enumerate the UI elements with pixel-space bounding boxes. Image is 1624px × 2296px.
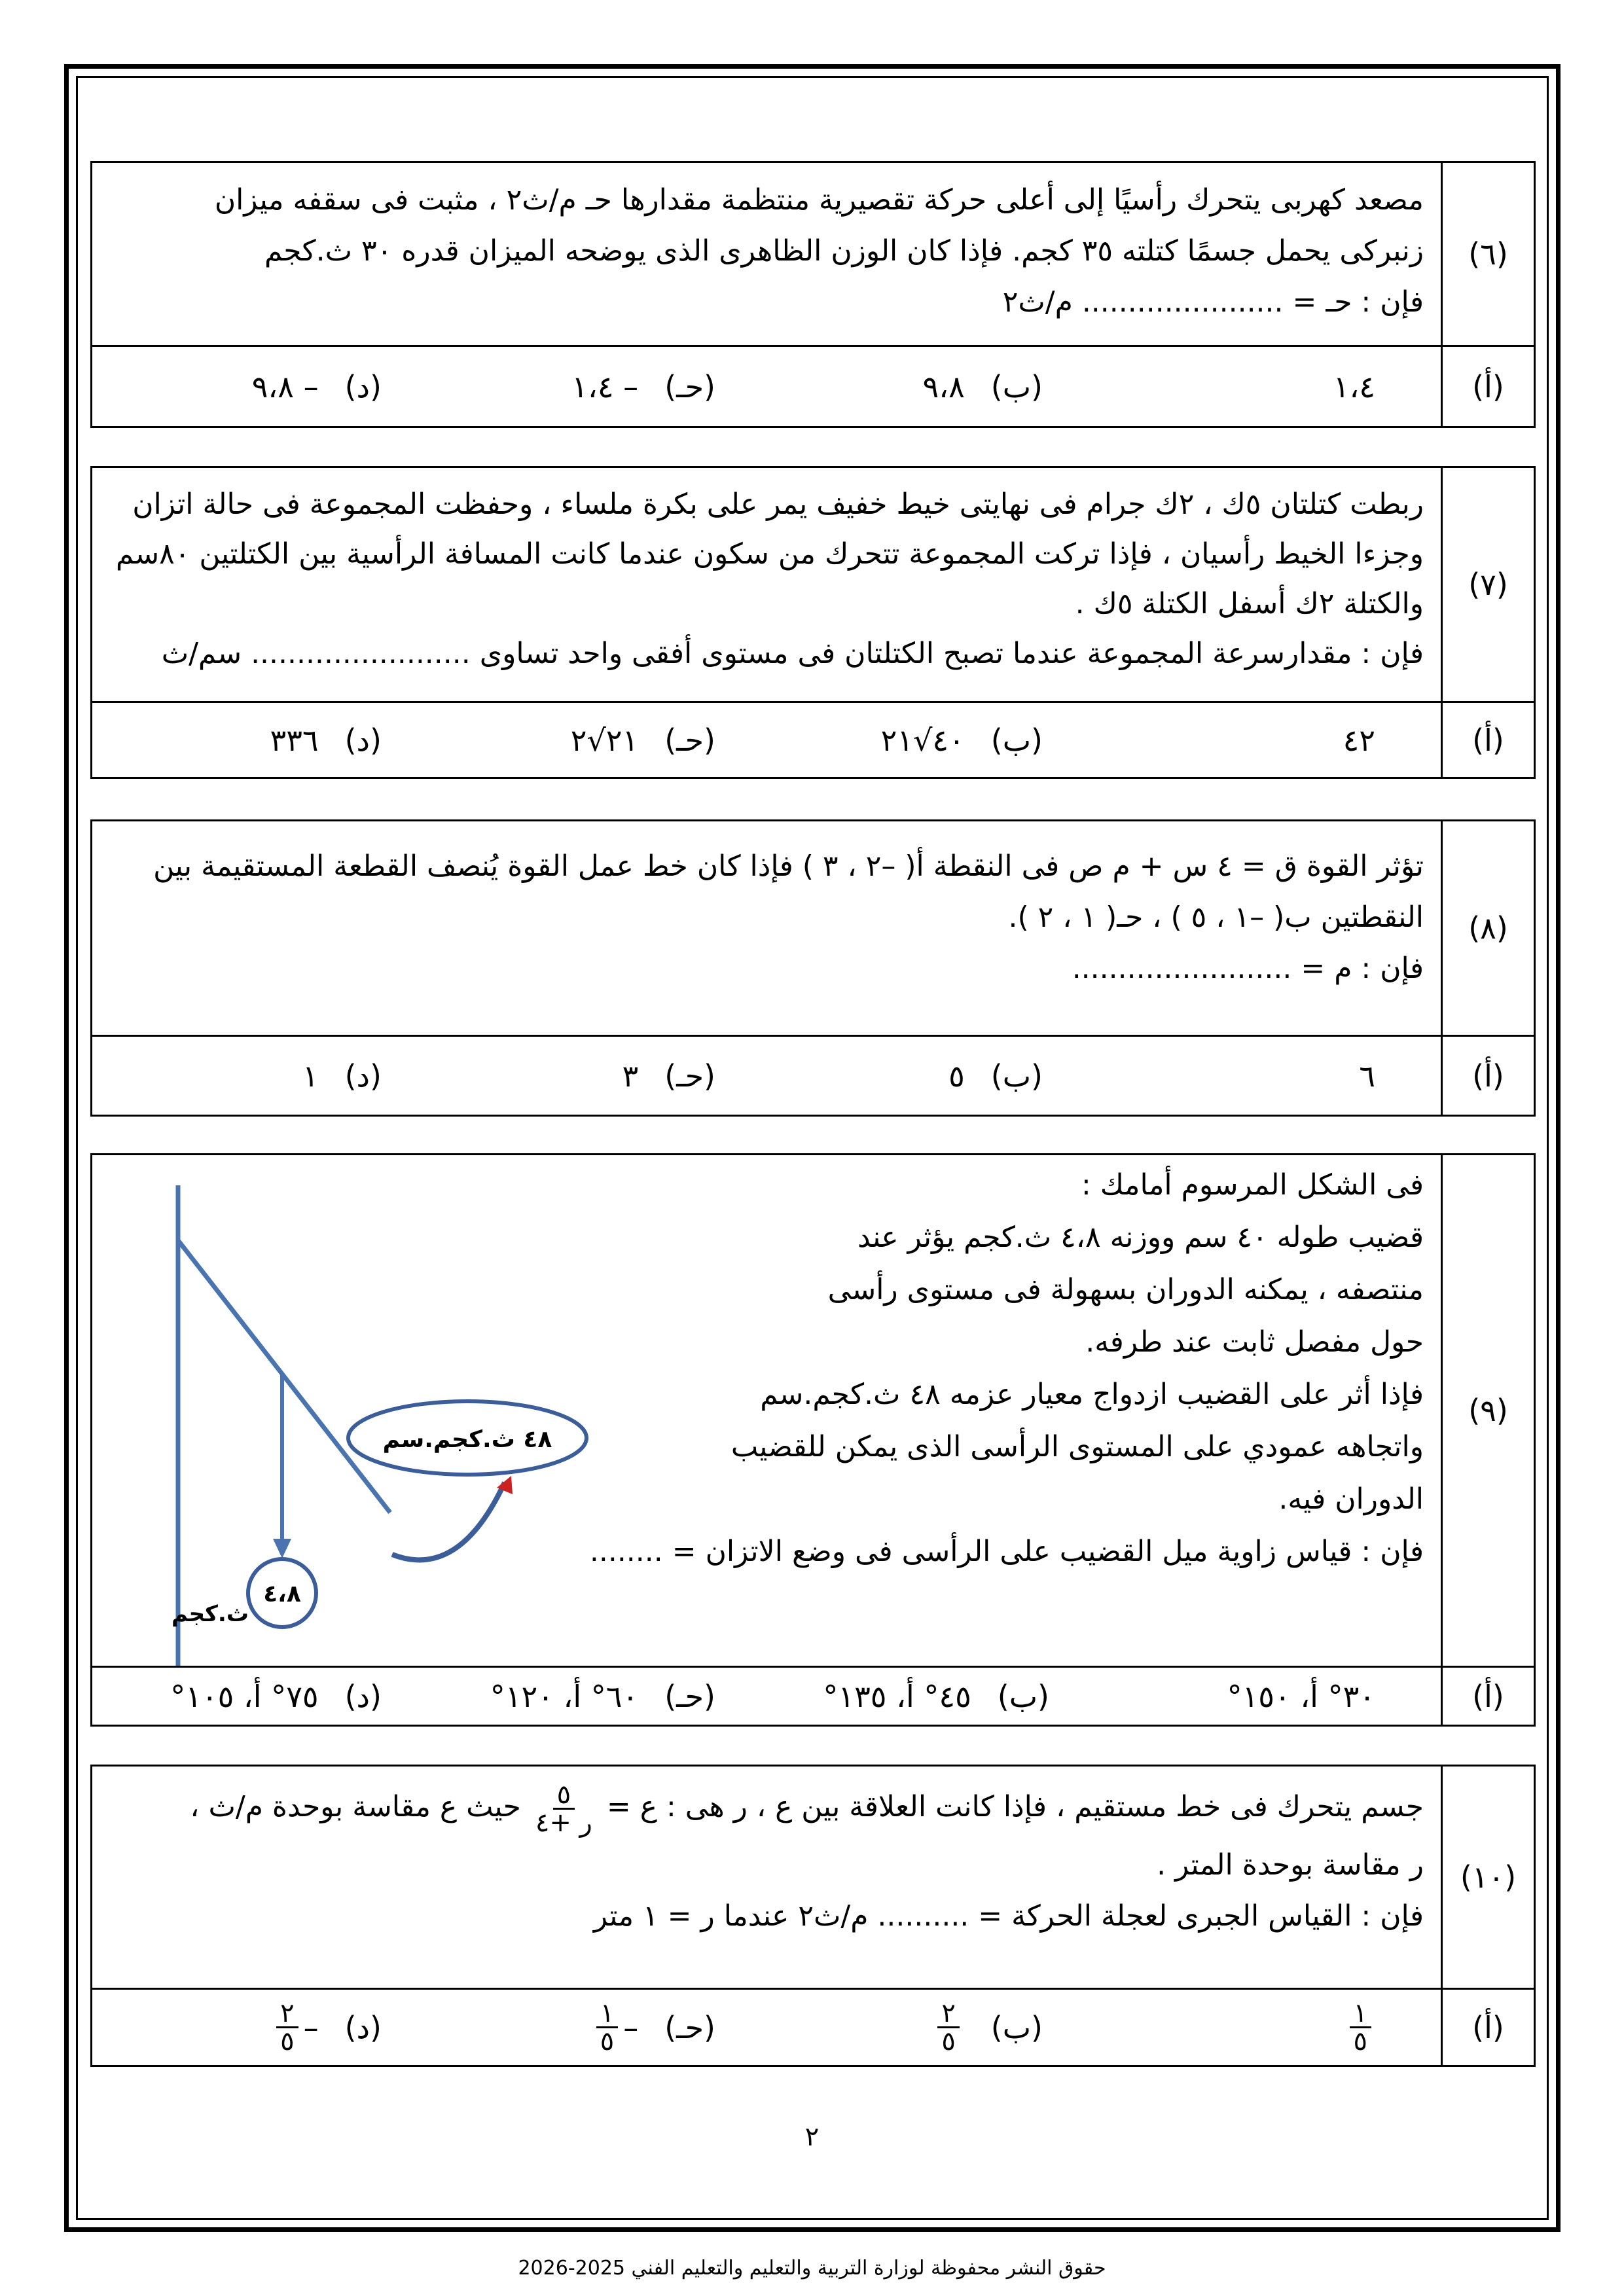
- answer-row: [92, 1988, 1534, 2065]
- question-text: [92, 1767, 1441, 1988]
- option-b-value: ٤٠√٢١: [880, 722, 965, 758]
- question-line: زنبركى يحمل جسمًا كتلته ٣٥ كجم. فإذا كان الوزن الظاهرى الذى يوضحه الميزان قدره ٣٠ ث.كجم: [264, 234, 1424, 268]
- option-b-value: ٥: [948, 1058, 965, 1094]
- option-label-a: (أ): [1441, 347, 1534, 426]
- question-line: مصعد كهربى يتحرك رأسيًا إلى أعلى حركة تقصيرية منتظمة مقدارها حـ م/ث٢ ، مثبت فى سقفه ميزان: [214, 183, 1424, 217]
- option-label-a: (أ): [1441, 1668, 1534, 1725]
- question-line: الدوران فيه.: [1278, 1482, 1424, 1516]
- option-b-label: (ب): [990, 368, 1043, 404]
- question-number: (٩): [1441, 1155, 1534, 1666]
- weight-value: ٤،٨: [263, 1581, 301, 1607]
- option-d[interactable]: [302, 1037, 382, 1115]
- question-line: حول مفصل ثابت عند طرفه.: [1085, 1325, 1424, 1359]
- question-line: والكتلة ٢ك أسفل الكتلة ٥ك .: [1075, 587, 1424, 620]
- option-c-fraction: [596, 2000, 618, 2054]
- option-c[interactable]: [571, 347, 715, 426]
- question-line: ر مقاسة بوحدة المتر .: [1157, 1848, 1424, 1882]
- weight-arrowhead: [273, 1539, 291, 1558]
- option-d-value: ٧٥° أ، ١٠٥°: [170, 1678, 319, 1714]
- option-d-denominator: ٥: [280, 2026, 295, 2056]
- question-7: [90, 466, 1536, 779]
- option-a-denominator: ٥: [1353, 2026, 1367, 2056]
- question-6: [90, 161, 1536, 428]
- question-line: فإن : قياس زاوية ميل القضيب على الرأسى فى وضع الاتزان = ........: [589, 1535, 1424, 1568]
- option-b[interactable]: [923, 347, 1043, 426]
- option-c-denominator: ٥: [600, 2026, 615, 2056]
- moment-label: ٤٨ ث.كجم.سم: [382, 1426, 552, 1453]
- question-8: [90, 819, 1536, 1117]
- question-line: فإن : مقدارسرعة المجموعة عندما تصبح الكتلتان فى مستوى أفقى واحد تساوى ........................ سم/ث: [161, 637, 1424, 670]
- question-number: (١٠): [1441, 1767, 1534, 1988]
- option-b-denominator: ٥: [941, 2026, 956, 2056]
- option-d[interactable]: [170, 1668, 382, 1725]
- option-d-label: (د): [344, 2009, 382, 2045]
- option-b[interactable]: [932, 1990, 1043, 2065]
- option-a-value: ٣٠° أ، ١٥٠°: [1227, 1678, 1375, 1714]
- question-9: [90, 1153, 1536, 1727]
- option-c[interactable]: [622, 1037, 715, 1115]
- option-c-label: (حـ): [664, 1678, 715, 1714]
- question-line: فإن : حـ = ...................... م/ث٢: [1002, 285, 1424, 319]
- question-line: فإذا أثر على القضيب ازدواج معيار عزمه ٤٨ ث.كجم.سم: [760, 1378, 1424, 1411]
- option-c-label: (حـ): [664, 2009, 715, 2045]
- question-line-start: جسم يتحرك فى خط مستقيم ، فإذا كانت العلاقة بين ع ، ر هى : ع =: [606, 1790, 1424, 1823]
- option-a-value: ٤٢: [1343, 722, 1375, 758]
- option-c-label: (حـ): [664, 368, 715, 404]
- option-d-value: ١: [302, 1058, 319, 1094]
- option-b-value: ٤٥° أ، ١٣٥°: [823, 1678, 971, 1714]
- option-b-fraction: [937, 2000, 959, 2054]
- fraction-numerator: ٥: [553, 1782, 575, 1810]
- option-c[interactable]: [490, 1668, 715, 1725]
- question-line: النقطتين ب( –١ ، ٥ ) ، حـ( ١ ، ٢ ).: [1008, 901, 1424, 934]
- option-a[interactable]: [1343, 703, 1375, 777]
- rod-figure: [92, 1155, 655, 1666]
- copyright-footer: حقوق النشر محفوظة لوزارة التربية والتعليم والتعليم الفني 2025-2026: [518, 2257, 1106, 2280]
- moment-arc-arrow: [392, 1482, 505, 1560]
- option-d[interactable]: [252, 347, 382, 426]
- option-a[interactable]: [1359, 1037, 1375, 1115]
- option-label-a: (أ): [1441, 703, 1534, 777]
- option-d-numerator: ٢: [276, 2000, 298, 2028]
- option-d[interactable]: [271, 1990, 382, 2065]
- answer-row: [92, 701, 1534, 777]
- question-number: (٦): [1441, 163, 1534, 345]
- question-text: [92, 468, 1441, 701]
- question-line: قضيب طوله ٤٠ سم ووزنه ٤،٨ ث.كجم يؤثر عند: [857, 1221, 1424, 1254]
- option-a-fraction: [1350, 2000, 1371, 2054]
- question-10: [90, 1765, 1536, 2067]
- option-a-value: ٦: [1359, 1058, 1375, 1094]
- option-d-label: (د): [344, 1678, 382, 1714]
- page-number: ٢: [804, 2122, 820, 2152]
- question-line-end: حيث ع مقاسة بوحدة م/ث ،: [190, 1790, 521, 1823]
- option-d-fraction: [276, 2000, 298, 2054]
- question-line: ربطت كتلتان ٥ك ، ٢ك جرام فى نهايتى خيط خفيف يمر على بكرة ملساء ، وحفظت المجموعة فى حالة اتزان: [132, 488, 1424, 521]
- question-text: [92, 821, 1441, 1035]
- option-b-label: (ب): [990, 722, 1043, 758]
- option-a-numerator: ١: [1350, 2000, 1371, 2028]
- answer-row: [92, 1666, 1534, 1725]
- answer-row: [92, 345, 1534, 426]
- question-number: (٧): [1441, 468, 1534, 701]
- question-line: [109, 1774, 1424, 1840]
- question-number: (٨): [1441, 821, 1534, 1035]
- option-d[interactable]: [270, 703, 382, 777]
- option-c-value: ٣: [622, 1058, 639, 1094]
- option-b-label: (ب): [990, 1058, 1043, 1094]
- question-line: واتجاهه عمودي على المستوى الرأسى الذى يمكن للقضيب: [731, 1430, 1424, 1463]
- option-b-numerator: ٢: [937, 2000, 959, 2028]
- question-text: [92, 163, 1441, 345]
- option-b-value: ٩،٨: [922, 368, 965, 404]
- option-a[interactable]: [1344, 1990, 1377, 2065]
- question-line: فإن : القياس الجبرى لعجلة الحركة = .......... م/ث٢ عندما ر = ١ متر: [593, 1899, 1424, 1933]
- option-b[interactable]: [881, 703, 1043, 777]
- question-line: تؤثر القوة ق = ٤ س + م ص فى النقطة أ( –٢ ، ٣ ) فإذا كان خط عمل القوة يُنصف القطعة المستقيمة بين: [153, 850, 1424, 883]
- option-c-label: (حـ): [664, 722, 715, 758]
- option-d-label: (د): [344, 368, 382, 404]
- option-b-label: (ب): [997, 1678, 1049, 1714]
- question-line: منتصفه ، يمكنه الدوران بسهولة فى مستوى رأسى: [827, 1273, 1424, 1306]
- option-c-sign: –: [623, 2009, 639, 2045]
- velocity-fraction: [535, 1779, 592, 1838]
- option-d-label: (د): [344, 1058, 382, 1094]
- option-b[interactable]: [823, 1668, 1049, 1725]
- answer-row: [92, 1035, 1534, 1115]
- option-label-a: (أ): [1441, 1990, 1534, 2065]
- fraction-denominator: ر +٤: [535, 1807, 592, 1838]
- option-d-value: ٣٣٦: [270, 722, 319, 758]
- option-d-value: – ٩،٨: [251, 368, 319, 404]
- option-d-sign: –: [303, 2009, 319, 2045]
- option-c[interactable]: [571, 703, 715, 777]
- option-d-label: (د): [344, 722, 382, 758]
- option-c-value: – ١،٤: [571, 368, 639, 404]
- option-b-label: (ب): [990, 2009, 1043, 2045]
- question-line: فى الشكل المرسوم أمامك :: [1081, 1168, 1424, 1202]
- option-c-numerator: ١: [596, 2000, 618, 2028]
- option-a[interactable]: [1333, 347, 1375, 426]
- option-c-value: ٦٠° أ، ١٢٠°: [490, 1678, 639, 1714]
- weight-unit: ث.كجم: [171, 1601, 249, 1627]
- option-label-a: (أ): [1441, 1037, 1534, 1115]
- option-b[interactable]: [948, 1037, 1043, 1115]
- option-c-label: (حـ): [664, 1058, 715, 1094]
- question-line: وجزءا الخيط رأسيان ، فإذا تركت المجموعة تتحرك من سكون عندما كانت المسافة الرأسية بين الكتلتين ٨٠سم: [115, 537, 1424, 571]
- option-c[interactable]: [591, 1990, 715, 2065]
- option-a-value: ١،٤: [1333, 368, 1375, 404]
- question-line: فإن : م = ........................: [1072, 952, 1424, 985]
- option-a[interactable]: [1227, 1668, 1375, 1725]
- option-c-value: ٢١√٢: [570, 722, 639, 758]
